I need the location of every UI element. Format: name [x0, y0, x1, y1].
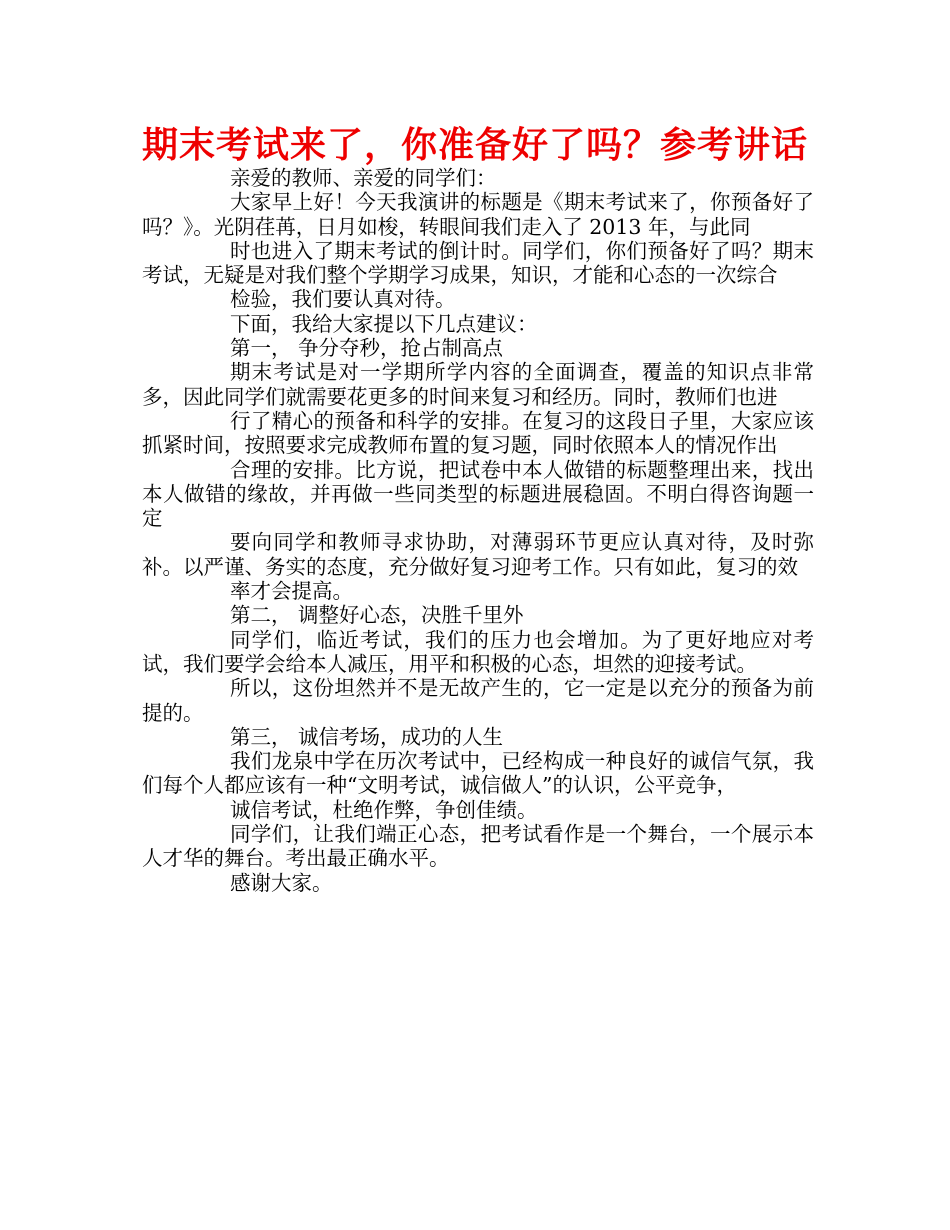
- section-heading-3: 第三， 诚信考场，成功的人生: [230, 724, 504, 749]
- paragraph: 同学们，让我们端正心态，把考试看作是一个舞台，一个展示本人才华的舞台。考出最正确水平。: [142, 822, 814, 871]
- paragraph-closing: 感谢大家。: [230, 870, 333, 895]
- paragraph: 所以，这份坦然并不是无故产生的，它一定是以充分的预备为前提的。: [142, 676, 814, 725]
- paragraph: 大家早上好！今天我演讲的标题是《期末考试来了，你预备好了吗？》。光阴荏苒，日月如梭，转眼间我们走入了 2013 年，与此同: [142, 190, 814, 239]
- paragraph: 行了精心的预备和科学的安排。在复习的这段日子里，大家应该抓紧时间，按照要求完成教师布置的复习题，同时依照本人的情况作出: [142, 408, 814, 458]
- section-heading-2: 第二， 调整好心态，决胜千里外: [230, 603, 524, 628]
- paragraph: 期末考试是对一学期所学内容的全面调查，覆盖的知识点非常多，因此同学们就需要花更多的时间来复习和经历。同时，教师们也进: [142, 360, 814, 409]
- document-body: [142, 166, 814, 895]
- section-heading-1: 第一， 争分夺秒，抢占制高点: [230, 336, 504, 361]
- paragraph: 检验，我们要认真对待。: [230, 287, 456, 312]
- paragraph: 合理的安排。比方说，把试卷中本人做错的标题整理出来，找出本人做错的缘故，并再做一些同类型的标题进展稳固。不明白得咨询题一定: [142, 457, 814, 531]
- paragraph: 时也进入了期末考试的倒计时。同学们，你们预备好了吗？期末考试，无疑是对我们整个学期学习成果，知识，才能和心态的一次综合: [142, 238, 814, 288]
- paragraph-greeting: 亲爱的教师、亲爱的同学们：: [230, 166, 497, 190]
- paragraph: 要向同学和教师寻求协助，对薄弱环节更应认真对待，及时弥补。以严谨、务实的态度，充分做好复习迎考工作。只有如此，复习的效: [142, 530, 814, 579]
- paragraph: 下面，我给大家提以下几点建议：: [230, 311, 538, 336]
- paragraph: 同学们，临近考试，我们的压力也会增加。为了更好地应对考试，我们要学会给本人减压，用平和积极的心态，坦然的迎接考试。: [142, 627, 814, 676]
- paragraph: 率才会提高。: [230, 579, 353, 604]
- paragraph: 我们龙泉中学在历次考试中，已经构成一种良好的诚信气氛，我们每个人都应该有一种“文明考试，诚信做人”的认识，公平竞争，: [142, 749, 814, 798]
- document-title: 期末考试来了，你准备好了吗？参考讲话: [141, 125, 808, 166]
- paragraph: 诚信考试，杜绝作弊，争创佳绩。: [230, 797, 538, 822]
